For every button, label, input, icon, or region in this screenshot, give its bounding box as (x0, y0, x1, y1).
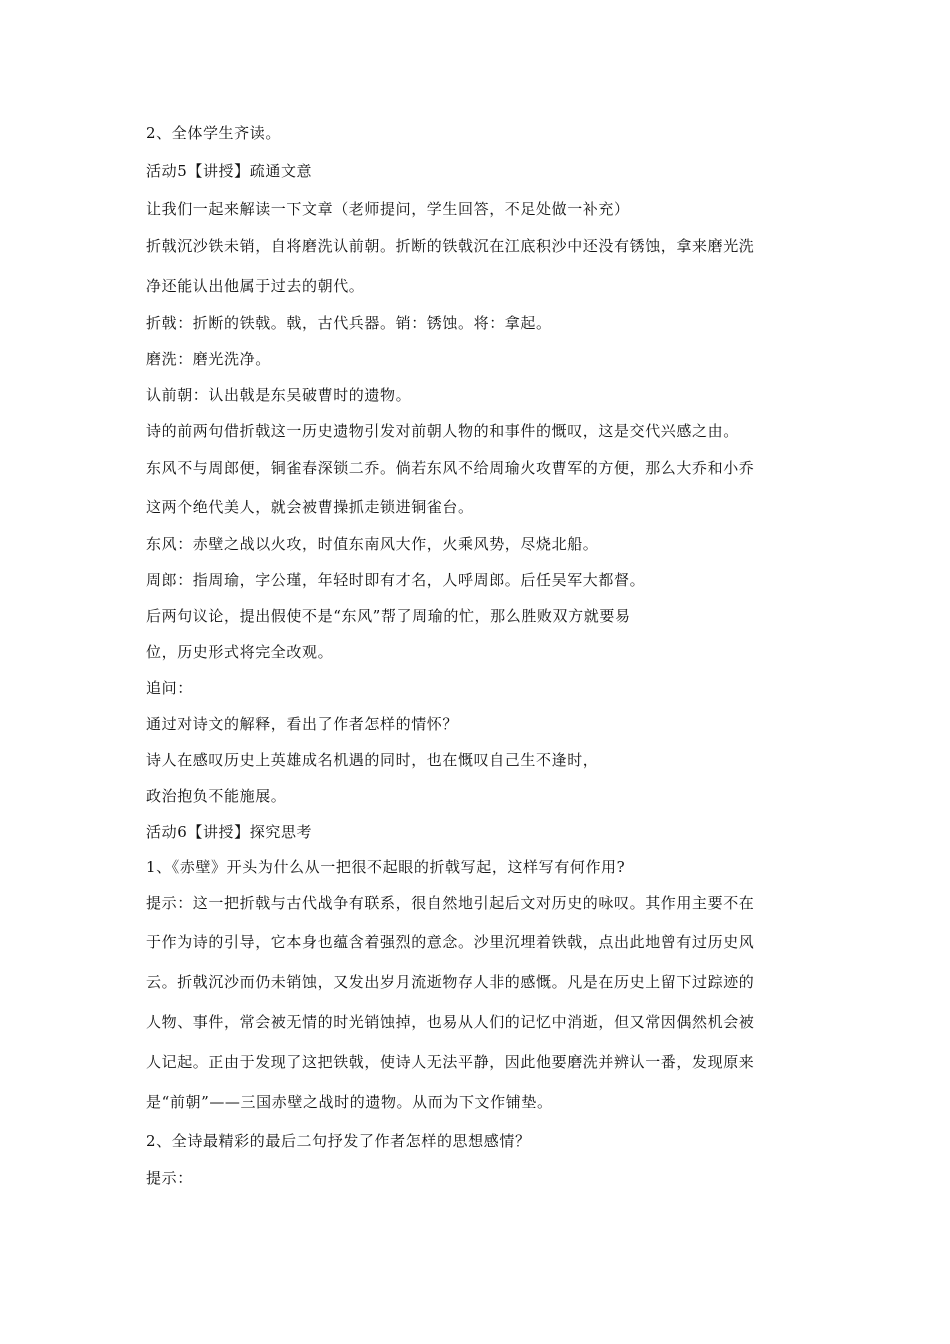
line-note-moxi: 磨洗：磨光洗净。 (146, 350, 271, 368)
line-question-1: 1、《赤壁》开头为什么从一把很不起眼的折戟写起，这样写有何作用? (146, 858, 626, 876)
line-note-renqianchao: 认前朝：认出戟是东吴破曹时的遗物。 (146, 386, 412, 404)
line-follow-up-answer: 诗人在感叹历史上英雄成名机遇的同时，也在慨叹自己生不逢时， (146, 751, 599, 769)
line-recitation-step: 2、全体学生齐读。 (146, 124, 281, 142)
line-hint-2: 提示： (146, 1169, 193, 1187)
line-hint-1-cont-1: 于作为诗的引导，它本身也蕴含着强烈的意念。沙里沉埋着铁戟，点出此地曾有过历史风 (146, 933, 755, 951)
line-verse-2-translation-cont: 这两个绝代美人，就会被曹操抓走锁进铜雀台。 (146, 498, 474, 516)
line-follow-up-label: 追问： (146, 679, 193, 697)
line-question-2: 2、全诗最精彩的最后二句抒发了作者怎样的思想感情？ (146, 1132, 531, 1150)
line-hint-1-cont-2: 云。折戟沉沙而仍未销蚀，又发出岁月流逝物存人非的感慨。凡是在历史上留下过踪迹的 (146, 973, 755, 991)
line-hint-1-cont-3: 人物、事件，常会被无情的时光销蚀掉，也易从人们的记忆中消逝，但又常因偶然机会被 (146, 1013, 755, 1031)
line-hint-1-cont-5: 是“前朝”——三国赤壁之战时的遗物。从而为下文作铺垫。 (146, 1093, 553, 1111)
line-follow-up-question: 通过对诗文的解释，看出了作者怎样的情怀？ (146, 715, 459, 733)
line-note-zhoulang: 周郎：指周瑜，字公瑾，年轻时即有才名，人呼周郎。后任吴军大都督。 (146, 571, 646, 589)
heading-activity-5: 活动5【讲授】疏通文意 (146, 162, 313, 180)
line-note-zheji: 折戟：折断的铁戟。戟，古代兵器。销：锈蚀。将：拿起。 (146, 314, 552, 332)
line-hint-1-cont-4: 人记起。正由于发现了这把铁戟，使诗人无法平静，因此他要磨洗并辨认一番，发现原来 (146, 1053, 755, 1071)
line-verse-1-translation-cont: 净还能认出他属于过去的朝代。 (146, 277, 365, 295)
line-last-two-lines-summary-cont: 位，历史形式将完全改观。 (146, 643, 334, 661)
line-first-two-lines-summary: 诗的前两句借折戟这一历史遗物引发对前朝人物的和事件的慨叹，这是交代兴感之由。 (146, 422, 739, 440)
line-verse-2-translation: 东风不与周郎便，铜雀春深锁二乔。倘若东风不给周瑜火攻曹军的方便，那么大乔和小乔 (146, 459, 755, 477)
line-intro: 让我们一起来解读一下文章（老师提问，学生回答，不足处做一补充） (146, 200, 630, 218)
heading-activity-6: 活动6【讲授】探究思考 (146, 823, 313, 841)
line-verse-1-translation: 折戟沉沙铁未销，自将磨洗认前朝。折断的铁戟沉在江底积沙中还没有锈蚀，拿来磨光洗 (146, 237, 755, 255)
line-follow-up-answer-cont: 政治抱负不能施展。 (146, 787, 287, 805)
line-note-dongfeng: 东风：赤壁之战以火攻，时值东南风大作，火乘风势，尽烧北船。 (146, 535, 599, 553)
line-last-two-lines-summary: 后两句议论，提出假使不是“东风”帮了周瑜的忙，那么胜败双方就要易 (146, 607, 631, 625)
line-hint-1: 提示：这一把折戟与古代战争有联系，很自然地引起后文对历史的咏叹。其作用主要不在 (146, 894, 755, 912)
